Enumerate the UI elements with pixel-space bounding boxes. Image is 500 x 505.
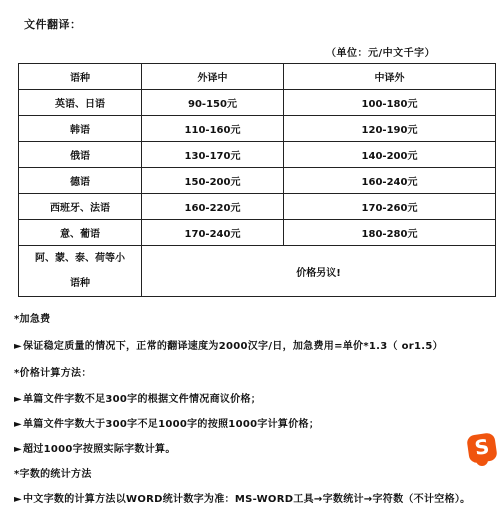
cell-language: 英语、日语	[19, 90, 142, 116]
cell-language-other	[19, 246, 142, 297]
arrow-bullet-icon: ►	[14, 394, 22, 405]
cell-price-negotiable: 价格另议!	[142, 246, 496, 297]
sogou-logo-icon: S	[466, 432, 498, 464]
arrow-bullet-icon: ►	[14, 419, 22, 430]
table-row	[19, 116, 496, 142]
cell-chinese-to-foreign: 170-260元	[284, 194, 496, 220]
header-chinese-to-foreign: 中译外	[284, 64, 496, 90]
cell-chinese-to-foreign: 100-180元	[284, 90, 496, 116]
arrow-bullet-icon: ►	[14, 494, 22, 505]
table-row	[19, 194, 496, 220]
table-row	[19, 220, 496, 246]
heading-rush-fee	[14, 310, 50, 325]
line-text: *价格计算方法：	[14, 368, 92, 379]
section-title: 文件翻译：	[24, 18, 82, 31]
cell-chinese-to-foreign: 160-240元	[284, 168, 496, 194]
table-row	[19, 90, 496, 116]
header-language: 语种	[19, 64, 142, 90]
arrow-bullet-icon: ►	[14, 444, 22, 455]
list-item	[14, 390, 261, 405]
cell-foreign-to-chinese: 90-150元	[142, 90, 284, 116]
line-text: 保证稳定质量的情况下，正常的翻译速度为2000汉字/日，加急费用=单价*1.3（ or1.5）	[23, 341, 443, 352]
list-item	[14, 490, 470, 505]
cell-foreign-to-chinese: 150-200元	[142, 168, 284, 194]
header-foreign-to-chinese: 外译中	[142, 64, 284, 90]
list-item	[14, 337, 443, 352]
table-row	[19, 168, 496, 194]
cell-language: 西班牙、法语	[19, 194, 142, 220]
line-text: 单篇文件字数不足300字的根据文件情况商议价格；	[23, 394, 262, 405]
cell-foreign-to-chinese: 110-160元	[142, 116, 284, 142]
cell-language: 俄语	[19, 142, 142, 168]
line-text: *加急费	[14, 314, 51, 325]
cell-chinese-to-foreign: 120-190元	[284, 116, 496, 142]
price-table	[18, 63, 496, 297]
cell-foreign-to-chinese: 160-220元	[142, 194, 284, 220]
list-item	[14, 415, 319, 430]
cell-language: 韩语	[19, 116, 142, 142]
cell-chinese-to-foreign: 140-200元	[284, 142, 496, 168]
other-languages-line2: 语种	[70, 278, 90, 289]
arrow-bullet-icon: ►	[14, 341, 22, 352]
cell-language: 意、葡语	[19, 220, 142, 246]
cell-foreign-to-chinese: 170-240元	[142, 220, 284, 246]
table-header-row	[19, 64, 496, 90]
cell-chinese-to-foreign: 180-280元	[284, 220, 496, 246]
list-item	[14, 440, 176, 455]
unit-note: （单位：元/中文千字）	[326, 48, 436, 59]
line-text: 单篇文件字数大于300字不足1000字的按照1000字计算价格；	[23, 419, 320, 430]
table-row	[19, 142, 496, 168]
line-text: *字数的统计方法	[14, 469, 92, 480]
line-text: 超过1000字按照实际字数计算。	[23, 444, 176, 455]
heading-pricing-method	[14, 364, 92, 379]
table-row-other-languages	[19, 246, 496, 297]
cell-foreign-to-chinese: 130-170元	[142, 142, 284, 168]
other-languages-line1: 阿、蒙、泰、荷等小	[35, 253, 125, 264]
line-text: 中文字数的计算方法以WORD统计数字为准：MS-WORD工具→字数统计→字符数（不计空格）。	[23, 494, 471, 505]
heading-word-count	[14, 465, 92, 480]
cell-language: 德语	[19, 168, 142, 194]
